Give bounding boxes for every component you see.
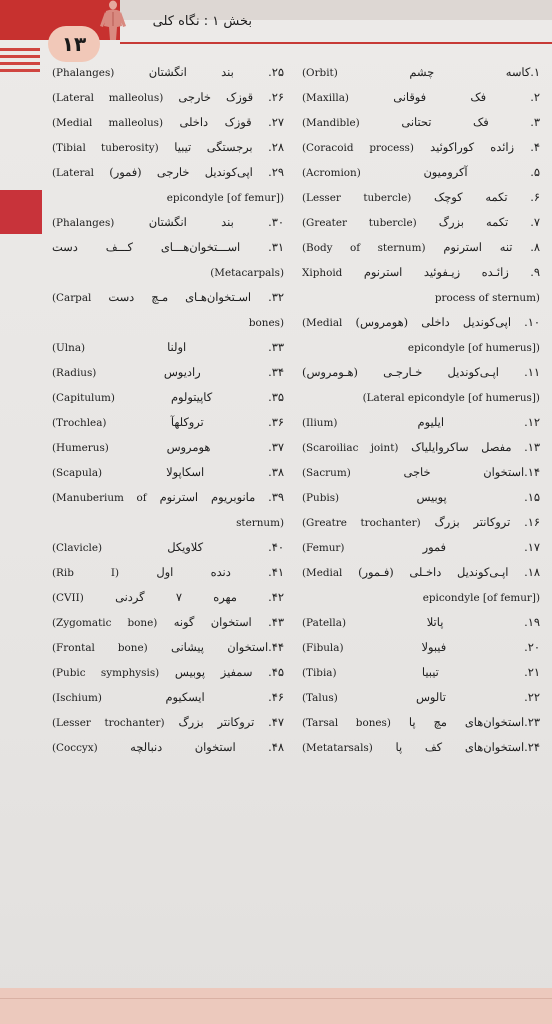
term-latin: (Medial bbox=[302, 567, 343, 579]
list-item bbox=[302, 385, 540, 410]
list-item bbox=[52, 160, 284, 185]
term-persian: ۴۷. تروکانتر بزرگ bbox=[178, 715, 284, 729]
list-item bbox=[52, 485, 284, 510]
term-latin: (Patella) bbox=[302, 617, 346, 629]
chapter-side-tab bbox=[0, 190, 42, 234]
bottom-band bbox=[0, 988, 552, 1024]
page-number: ۱۳ bbox=[48, 26, 100, 62]
header-rule bbox=[120, 42, 552, 44]
term-latin: (Phalanges) bbox=[52, 67, 115, 79]
list-item bbox=[302, 485, 540, 510]
list-item bbox=[52, 535, 284, 560]
term-persian: ۲۴.استخوان‌های کف پا bbox=[395, 740, 540, 754]
term-persian: ۱۸. اپـی‌کوندیل داخـلی (فـمور) bbox=[358, 565, 540, 579]
term-persian: ۵. آکرومیون bbox=[423, 165, 540, 179]
term-persian: ۲۹. اپی‌کوندیل خارجی (فمور) bbox=[109, 165, 284, 179]
list-item bbox=[52, 110, 284, 135]
term-persian: ۱۱. اپـی‌کوندیل خـارجـی (هـومروس) bbox=[302, 365, 540, 379]
list-item bbox=[52, 310, 284, 335]
term-latin: (Lateral epicondyle [of humerus]) bbox=[362, 392, 540, 404]
term-persian: ۳۲. اسـتخوان‌هـای مـچ دست bbox=[108, 290, 284, 304]
header-stripes bbox=[0, 48, 40, 76]
term-latin: (Mandible) bbox=[302, 117, 360, 129]
term-persian: ۴۸. استخوان دنبالچه bbox=[130, 740, 284, 754]
term-persian: ۲۸. برجستگی تیبیا bbox=[174, 140, 284, 154]
list-item bbox=[52, 610, 284, 635]
term-latin: (Talus) bbox=[302, 692, 338, 704]
list-item bbox=[302, 535, 540, 560]
term-latin: epicondyle [of femur]) bbox=[166, 192, 284, 204]
term-latin: (Lateral bbox=[52, 167, 94, 179]
list-item bbox=[302, 685, 540, 710]
term-persian: ۷. تکمه بزرگ bbox=[438, 215, 540, 229]
list-item bbox=[52, 710, 284, 735]
list-item bbox=[302, 185, 540, 210]
term-persian: ۴۲. مهره ۷ گردنی bbox=[115, 590, 284, 604]
list-item bbox=[302, 635, 540, 660]
term-latin: (Medial bbox=[302, 317, 343, 329]
term-persian: ۳۱. اســـتخوان‌هـــای کـــف دست bbox=[52, 240, 284, 254]
list-item bbox=[52, 60, 284, 85]
term-persian: ۱۷. فمور bbox=[422, 540, 540, 554]
term-persian: ۲۳.استخوان‌های مچ پا bbox=[408, 715, 540, 729]
term-persian: ۴۴.استخوان پیشانی bbox=[171, 640, 284, 654]
term-persian: ۳۷. هومروس bbox=[166, 440, 284, 454]
term-latin: (Clavicle) bbox=[52, 542, 103, 554]
left-column-list bbox=[52, 60, 284, 760]
term-latin: (Ilium) bbox=[302, 417, 338, 429]
list-item bbox=[302, 510, 540, 535]
term-persian: ۱۲. ایلیوم bbox=[417, 415, 540, 429]
list-item bbox=[52, 410, 284, 435]
term-latin: (Orbit) bbox=[302, 67, 338, 79]
list-item bbox=[302, 735, 540, 760]
list-item bbox=[52, 735, 284, 760]
term-persian: ۳۸. اسکاپولا bbox=[166, 465, 284, 479]
list-item bbox=[302, 710, 540, 735]
term-latin: (Metatarsals) bbox=[302, 742, 373, 754]
term-latin: (Maxilla) bbox=[302, 92, 349, 104]
term-persian: ۱۶. تروکانتر بزرگ bbox=[434, 515, 540, 529]
list-item bbox=[302, 260, 540, 285]
term-latin: (Medial malleolus) bbox=[52, 117, 164, 129]
list-item bbox=[52, 660, 284, 685]
term-latin: (Carpal bbox=[52, 292, 92, 304]
section-title: بخش ۱ : نگاه کلی bbox=[152, 14, 252, 29]
list-item bbox=[52, 585, 284, 610]
term-latin: (Rib I) bbox=[52, 567, 120, 579]
term-persian: ۱۳. مفصل ساکروایلیاک bbox=[411, 440, 540, 454]
term-latin: (Capitulum) bbox=[52, 392, 115, 404]
list-item bbox=[302, 660, 540, 685]
list-item bbox=[52, 510, 284, 535]
term-persian: ۴۳. استخوان گونه bbox=[173, 615, 284, 629]
term-persian: ۹. زائـده زیـفوئید استرنوم bbox=[363, 265, 540, 279]
list-item bbox=[302, 335, 540, 360]
list-item bbox=[302, 410, 540, 435]
term-latin: (Fibula) bbox=[302, 642, 344, 654]
list-item bbox=[52, 285, 284, 310]
term-latin: (Humerus) bbox=[52, 442, 109, 454]
term-persian: ۲. فک فوقانی bbox=[393, 90, 540, 104]
list-item bbox=[52, 135, 284, 160]
term-latin: (Tarsal bones) bbox=[302, 717, 391, 729]
term-persian: ۳۳. اولنا bbox=[167, 340, 284, 354]
list-item bbox=[302, 85, 540, 110]
term-persian: ۲۰. فیبولا bbox=[421, 640, 540, 654]
list-item bbox=[52, 385, 284, 410]
term-persian: ۳۶. تروکلهآ bbox=[170, 415, 284, 429]
list-item bbox=[52, 335, 284, 360]
term-persian: ۶. تکمه کوچک bbox=[434, 190, 540, 204]
list-item bbox=[52, 185, 284, 210]
term-latin: (Tibia) bbox=[302, 667, 337, 679]
list-item bbox=[302, 210, 540, 235]
list-item bbox=[52, 85, 284, 110]
term-latin: (Ischium) bbox=[52, 692, 102, 704]
list-item bbox=[302, 310, 540, 335]
term-latin: (Zygomatic bone) bbox=[52, 617, 158, 629]
term-latin: (Coracoid process) bbox=[302, 142, 414, 154]
term-persian: ۱۵. پوبیس bbox=[416, 490, 540, 504]
anatomy-figure-icon bbox=[96, 0, 130, 40]
list-item bbox=[302, 60, 540, 85]
term-latin: (Ulna) bbox=[52, 342, 86, 354]
term-persian: ۲۵. بند انگشتان bbox=[148, 65, 284, 79]
term-latin: (Acromion) bbox=[302, 167, 361, 179]
term-persian: ۴۵. سمفیز پوبیس bbox=[174, 665, 284, 679]
term-latin: (Pubic symphysis) bbox=[52, 667, 160, 679]
term-latin: (Coccyx) bbox=[52, 742, 98, 754]
term-latin: (Trochlea) bbox=[52, 417, 107, 429]
list-item bbox=[302, 135, 540, 160]
list-item bbox=[52, 635, 284, 660]
list-item bbox=[302, 235, 540, 260]
term-persian: ۲۲. تالوس bbox=[416, 690, 540, 704]
term-latin: process of sternum) bbox=[434, 292, 540, 304]
list-item bbox=[302, 610, 540, 635]
term-latin: (CVII) bbox=[52, 592, 84, 604]
term-persian: ۳۴. رادیوس bbox=[163, 365, 284, 379]
term-persian: ۱۰. اپی‌کوندیل داخلی (هومروس) bbox=[355, 315, 540, 329]
term-latin: Xiphoid bbox=[302, 267, 343, 279]
term-persian: ۳۹. مانوبریوم استرنوم bbox=[159, 490, 284, 504]
term-persian: ۴۶. ایسکیوم bbox=[165, 690, 284, 704]
list-item bbox=[52, 460, 284, 485]
term-latin: (Metacarpals) bbox=[210, 267, 284, 279]
list-item bbox=[52, 210, 284, 235]
list-item bbox=[52, 235, 284, 260]
term-latin: (Lesser tubercle) bbox=[302, 192, 412, 204]
right-column-list bbox=[302, 60, 540, 760]
list-item bbox=[302, 435, 540, 460]
list-item bbox=[302, 285, 540, 310]
term-latin: sternum) bbox=[236, 517, 284, 529]
term-latin: bones) bbox=[248, 317, 284, 329]
term-latin: (Body of sternum) bbox=[302, 242, 426, 254]
term-persian: ۲۷. قوزک داخلی bbox=[179, 115, 284, 129]
list-item bbox=[302, 585, 540, 610]
term-latin: (Scaroiliac joint) bbox=[302, 442, 399, 454]
term-latin: (Radius) bbox=[52, 367, 97, 379]
term-latin: (Manuberium of bbox=[52, 492, 147, 504]
list-item bbox=[302, 360, 540, 385]
term-persian: ۱۹. پاتلا bbox=[426, 615, 540, 629]
term-latin: (Lateral malleolus) bbox=[52, 92, 164, 104]
term-latin: (Tibial tuberosity) bbox=[52, 142, 159, 154]
term-persian: ۴۰. کلاویکل bbox=[167, 540, 284, 554]
list-item bbox=[302, 110, 540, 135]
term-latin: (Pubis) bbox=[302, 492, 340, 504]
list-item bbox=[302, 560, 540, 585]
term-persian: ۱.کاسه چشم bbox=[409, 65, 540, 79]
term-persian: ۸. تنه استرنوم bbox=[443, 240, 540, 254]
term-persian: ۲۱. تیبیا bbox=[421, 665, 540, 679]
term-persian: ۴. زائده کوراکوئید bbox=[430, 140, 540, 154]
list-item bbox=[52, 360, 284, 385]
term-latin: (Greatre trochanter) bbox=[302, 517, 421, 529]
term-persian: ۳. فک تحتانی bbox=[401, 115, 540, 129]
term-persian: ۳۵. کاپیتولوم bbox=[170, 390, 284, 404]
term-latin: (Femur) bbox=[302, 542, 345, 554]
list-item bbox=[302, 160, 540, 185]
list-item bbox=[52, 260, 284, 285]
list-item bbox=[302, 460, 540, 485]
term-latin: epicondyle [of femur]) bbox=[422, 592, 540, 604]
term-latin: (Sacrum) bbox=[302, 467, 351, 479]
term-persian: ۳۰. بند انگشتان bbox=[148, 215, 284, 229]
list-item bbox=[52, 685, 284, 710]
list-item bbox=[52, 435, 284, 460]
term-persian: ۴۱. دنده اول bbox=[156, 565, 284, 579]
term-latin: (Scapula) bbox=[52, 467, 103, 479]
term-latin: (Lesser trochanter) bbox=[52, 717, 165, 729]
term-latin: (Frontal bone) bbox=[52, 642, 148, 654]
term-persian: ۱۴.استخوان خاجی bbox=[403, 465, 540, 479]
list-item bbox=[52, 560, 284, 585]
term-persian: ۲۶. قوزک خارجی bbox=[178, 90, 284, 104]
term-latin: (Greater tubercle) bbox=[302, 217, 417, 229]
term-latin: (Phalanges) bbox=[52, 217, 115, 229]
term-latin: epicondyle [of humerus]) bbox=[407, 342, 540, 354]
